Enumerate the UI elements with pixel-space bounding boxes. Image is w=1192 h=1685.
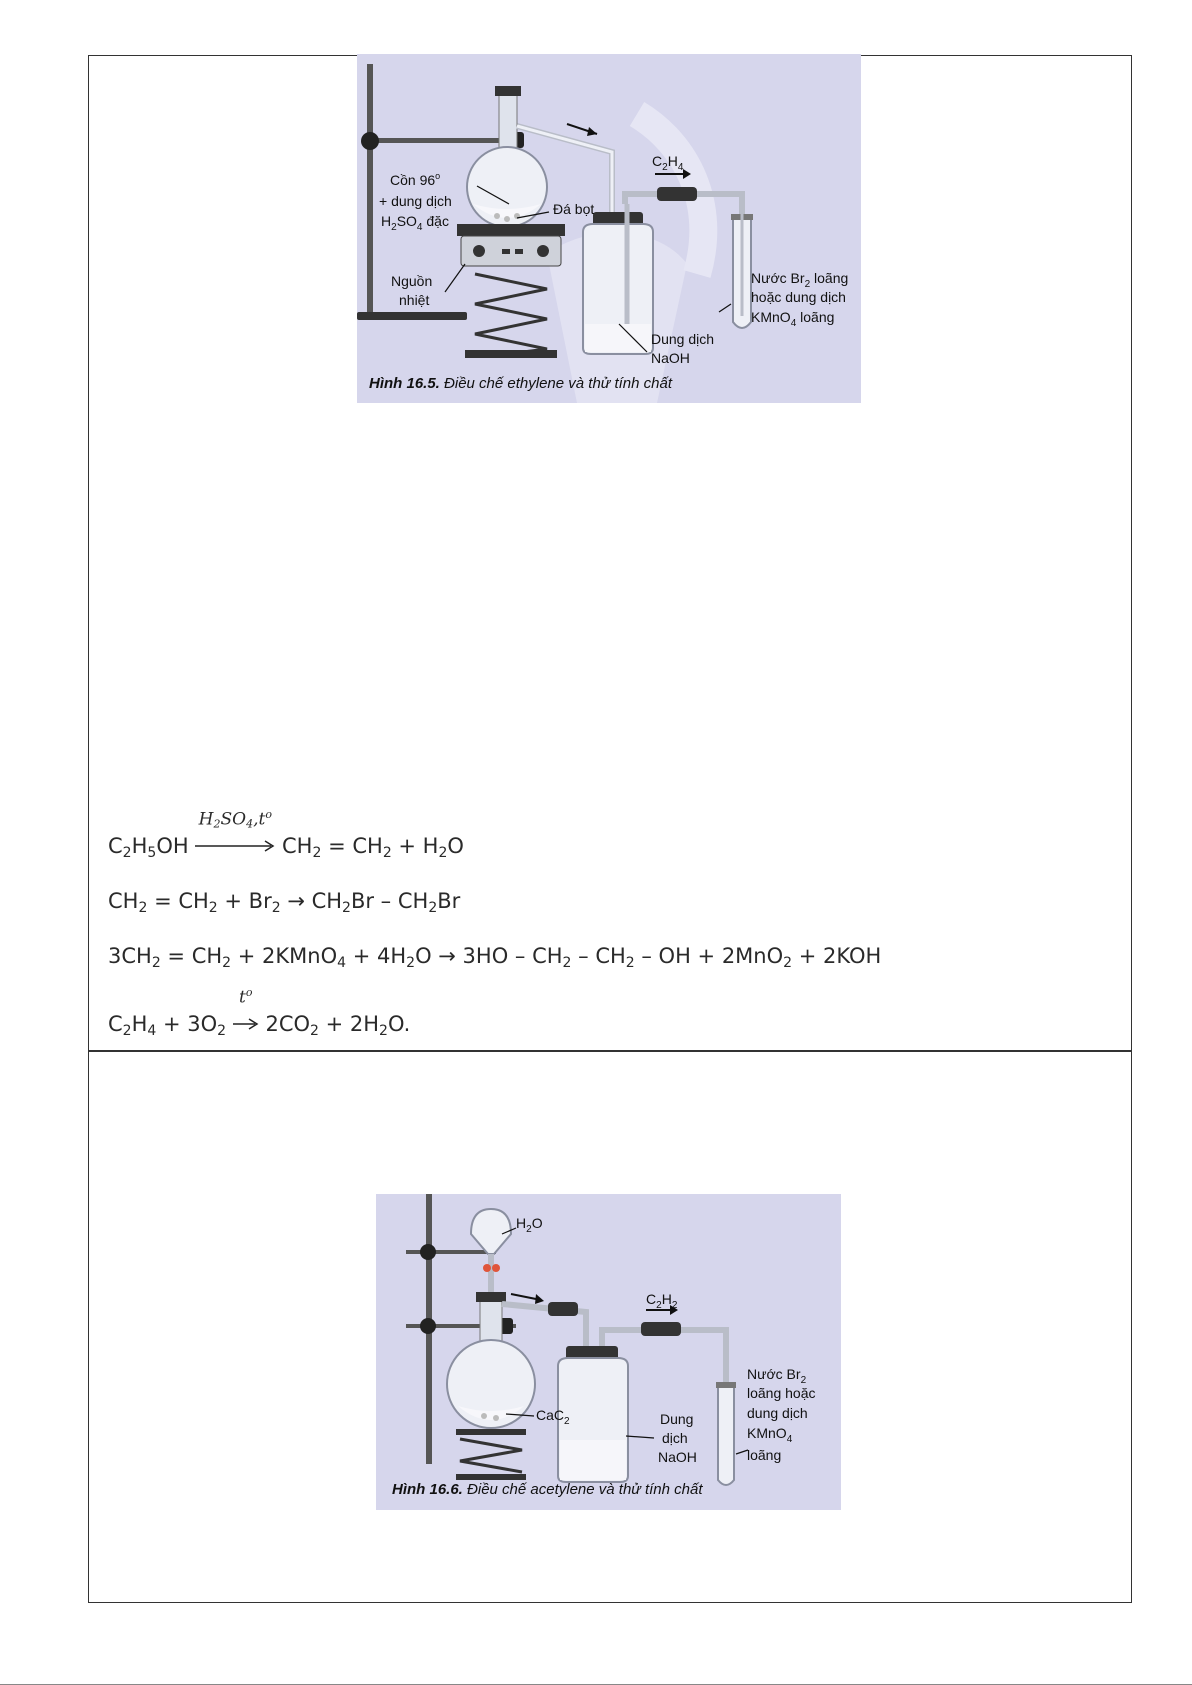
svg-text:H2O: $H_2O$ <box>516 1215 543 1235</box>
svg-text:loãng hoặc: loãng hoặc <box>747 1385 816 1401</box>
svg-text:CaC2: CaC$_2$ <box>536 1407 570 1427</box>
reaction-arrow: $t^o$ <box>233 1012 259 1036</box>
svg-text:Nguồn: Nguồn <box>391 273 433 289</box>
svg-text:NaOH: NaOH <box>651 350 690 366</box>
svg-text:Hình 16.6. Điều chế acetylene: Hình 16.6. Điều chế acetylene và thử tính chất <box>392 1481 703 1498</box>
svg-text:KMnO4: KMnO$_4$ <box>747 1425 793 1445</box>
test-tube <box>716 1382 736 1485</box>
wash-bottle <box>558 1346 628 1482</box>
svg-text:dịch: dịch <box>662 1430 688 1446</box>
reaction-arrow: $H_2SO_4,t^o$ <box>195 834 275 858</box>
svg-text:Nước Br2: Nước $Br_2$ <box>747 1366 807 1386</box>
svg-text:Dung dịch: Dung dịch <box>651 331 715 347</box>
equation-ethylene-combustion: $C_2H_4 + 3O_2$ $t^o$ $2CO_2 + 2H_2O$. <box>108 986 411 1039</box>
svg-text:nhiệt: nhiệt <box>399 292 430 308</box>
svg-text:Đá bọt: Đá bọt <box>553 201 595 217</box>
gas-outlet-tube <box>625 169 742 214</box>
svg-text:Nước Br2 loãng: Nước $Br_2$ loãng <box>751 270 849 290</box>
figure-ethylene-apparatus <box>357 54 861 403</box>
svg-text:loãng: loãng <box>747 1447 782 1463</box>
svg-text:Hình 16.5. Điều chế ethylene v: Hình 16.5. Điều chế ethylene và thử tính chất <box>369 375 673 392</box>
heater <box>457 224 565 358</box>
equation-ethanol-dehydration: $C_2H_5OH$ $H_2SO_4,t^o$ $CH_2 = CH_2 + H_2O$ <box>108 808 464 861</box>
equation-permanganate-oxidation: $3CH_2 = CH_2$ + 2KMnO$_4$ + $4H_2O \to 3HO - CH_2 - CH_2$ – OH + 2MnO$_2$ + 2KOH <box>108 944 882 971</box>
svg-text:Cồn 96o: Cồn 96$^o$ <box>390 171 441 188</box>
test-tube <box>731 214 753 328</box>
round-bottom-flask <box>447 1292 535 1428</box>
svg-text:+ dung dịch: + dung dịch <box>379 193 452 209</box>
figure-acetylene-apparatus <box>376 1194 841 1510</box>
svg-text:H2SO4 đặc: $H_2SO_4$ đặc <box>381 213 449 233</box>
svg-text:C2H2: $C_2H_2$ <box>646 1291 678 1311</box>
svg-text:NaOH: NaOH <box>658 1449 697 1465</box>
lab-jack <box>456 1429 526 1480</box>
svg-text:KMnO4 loãng: KMnO$_4$ loãng <box>751 309 835 329</box>
round-bottom-flask <box>467 86 547 227</box>
svg-text:hoặc dung dịch: hoặc dung dịch <box>751 289 846 305</box>
equation-bromine-addition: $CH_2 = CH_2 + Br_2 \to CH_2Br - CH_2Br$ <box>108 889 461 916</box>
svg-text:C2H4: $C_2H_4$ <box>652 153 684 173</box>
svg-text:dung dịch: dung dịch <box>747 1405 808 1421</box>
svg-text:Dung: Dung <box>660 1411 694 1427</box>
wash-bottle <box>583 204 653 354</box>
